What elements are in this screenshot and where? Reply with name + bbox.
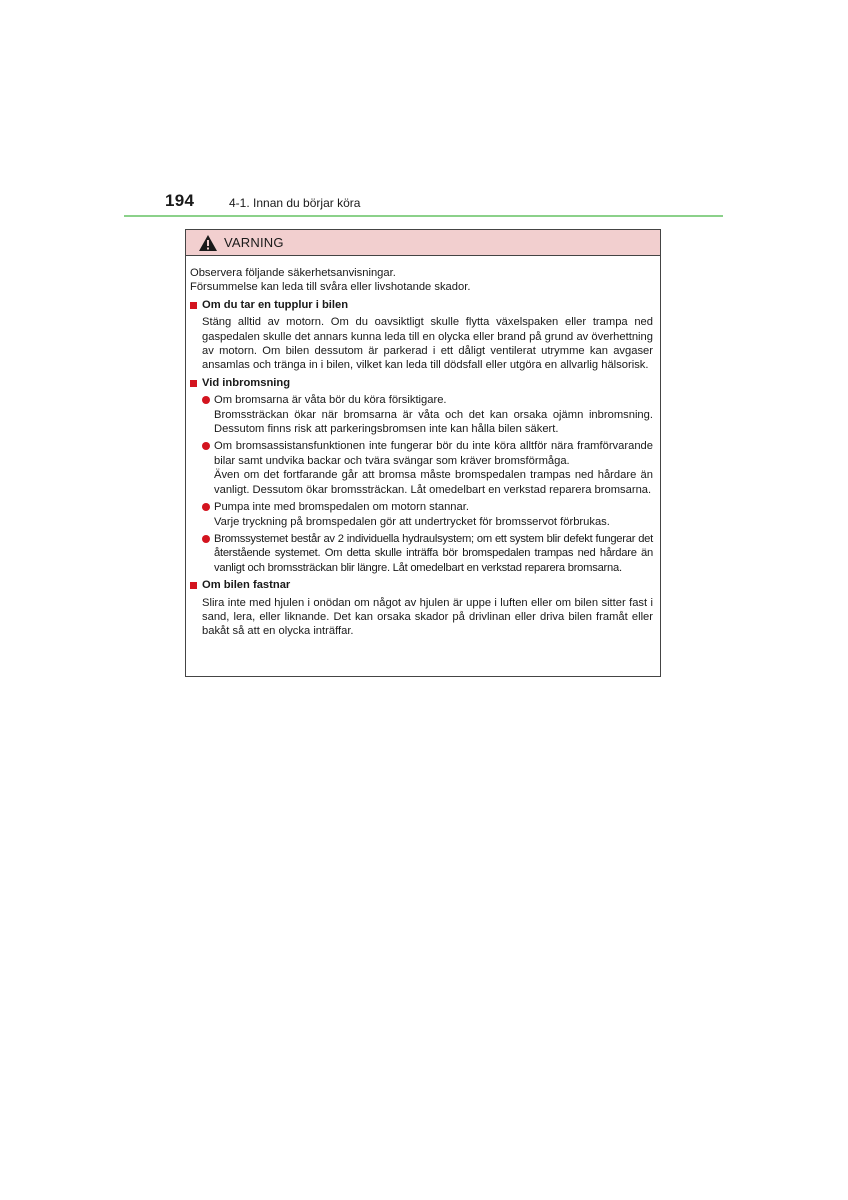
intro-line: Observera följande säkerhetsanvisningar. bbox=[190, 267, 396, 279]
section-title: 4-1. Innan du börjar köra bbox=[229, 196, 361, 210]
list-item bbox=[202, 393, 653, 436]
section-heading bbox=[190, 578, 653, 592]
bullet-lead: Om bromsarna är våta bör du köra försiktigare. bbox=[214, 394, 447, 407]
bullet-detail: Bromssträckan ökar när bromsarna är våta och det kan orsaka ojämn inbromsning. Dessutom finns risk att parkeringsbromsen inte kan hålla bilen säkert. bbox=[214, 408, 653, 436]
page-number: 194 bbox=[165, 191, 195, 210]
round-bullet-icon bbox=[202, 396, 210, 404]
section-text: Stäng alltid av motorn. Om du oavsiktligt skulle flytta växelspaken eller trampa ned gaspedalen skulle det annars kunna leda till en olycka eller brand på grund av överhettning av motorn. Om bilen dessutom är parkerad i ett dåligt ventilerat utrymme kan avgaser ansamlas och tränga in i bilen, vilket kan leda till dödsfall eller utgöra en allvarlig hälsorisk. bbox=[202, 316, 653, 372]
list-item bbox=[202, 532, 653, 575]
warning-title: VARNING bbox=[224, 235, 284, 250]
bullet-detail: Även om det fortfarande går att bromsa måste bromspedalen trampas ned hårdare än vanligt. Dessutom ökar bromssträckan. Låt omedelbart en verkstad reparera bromsarna. bbox=[214, 469, 653, 496]
section-text: Slira inte med hjulen i onödan om något av hjulen är uppe i luften eller om bilen sitter fast i sand, lera, eller liknande. Det kan orsaka skador på drivlinan eller driva bilen framåt eller bakåt så att en olycka inträffar. bbox=[202, 596, 653, 638]
section-braking bbox=[190, 376, 653, 575]
section-heading-text: Om bilen fastnar bbox=[202, 579, 291, 592]
round-bullet-icon bbox=[202, 503, 210, 511]
list-item bbox=[202, 500, 653, 529]
list-item bbox=[202, 439, 653, 497]
section-nap bbox=[190, 298, 653, 373]
bullet-lead: Pumpa inte med bromspedalen om motorn stannar. bbox=[214, 501, 469, 514]
section-heading-text: Vid inbromsning bbox=[202, 376, 291, 389]
section-heading bbox=[190, 376, 653, 390]
bullet-detail: Varje tryckning på bromspedalen gör att undertrycket för bromsservot förbrukas. bbox=[214, 515, 610, 528]
warning-header bbox=[186, 230, 660, 256]
square-bullet-icon bbox=[190, 380, 197, 387]
round-bullet-icon bbox=[202, 442, 210, 450]
section-heading-text: Om du tar en tupplur i bilen bbox=[202, 298, 349, 311]
page-header bbox=[0, 0, 848, 220]
header-divider bbox=[124, 215, 723, 217]
bullet-lead: Bromssystemet består av 2 individuella hydraulsystem; om ett system blir defekt fungerar det återstående systemet. Om detta skulle inträffa bör bromspedalen trampas ned hårdare än vanligt och bromssträckan blir längre. Låt omedelbart en verkstad reparera bromsarna. bbox=[214, 532, 653, 574]
square-bullet-icon bbox=[190, 582, 197, 589]
warning-body bbox=[186, 256, 660, 639]
warning-triangle-icon bbox=[198, 234, 218, 252]
intro-line: Försummelse kan leda till svåra eller livshotande skador. bbox=[190, 281, 471, 294]
section-heading bbox=[190, 298, 653, 312]
section-stuck bbox=[190, 578, 653, 639]
square-bullet-icon bbox=[190, 302, 197, 309]
bullet-lead: Om bromsassistansfunktionen inte fungerar bör du inte köra alltför nära framförvarande bilar samt undvika backar och tvära svängar som kräver bromsförmåga. bbox=[214, 440, 653, 467]
warning-box bbox=[185, 229, 661, 677]
round-bullet-icon bbox=[202, 535, 210, 543]
